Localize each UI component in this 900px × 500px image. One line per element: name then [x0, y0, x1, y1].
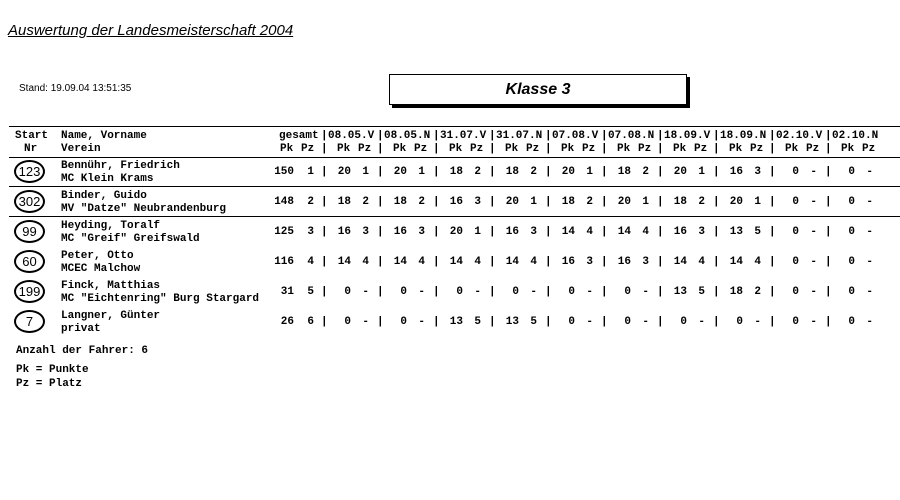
event-header-pk: Pk [841, 143, 855, 155]
event-place: 4 [418, 256, 425, 268]
header-start: Start [15, 130, 49, 142]
column-separator: | [489, 226, 496, 238]
column-separator: | [713, 196, 720, 208]
rider-club: MCEC Malchow [61, 263, 141, 275]
column-separator: | [769, 130, 776, 142]
column-separator: | [489, 316, 496, 328]
event-points: 20 [561, 166, 575, 178]
event-place: - [530, 286, 537, 298]
event-points: 14 [449, 256, 463, 268]
column-separator: | [657, 226, 664, 238]
column-separator: | [601, 286, 608, 298]
event-place: 1 [474, 226, 481, 238]
start-number-badge [14, 250, 45, 273]
event-place: 3 [642, 256, 649, 268]
column-separator: | [657, 256, 664, 268]
total-points: 26 [280, 316, 294, 328]
column-separator: | [377, 143, 384, 155]
event-points: 0 [568, 286, 575, 298]
start-number: 199 [18, 284, 41, 299]
event-points: 14 [505, 256, 519, 268]
event-points: 18 [561, 196, 575, 208]
event-header: 02.10.V [776, 130, 823, 142]
header-gesamt: gesamt [279, 130, 319, 142]
event-points: 13 [729, 226, 743, 238]
event-header-pz: Pz [638, 143, 652, 155]
event-points: 0 [848, 256, 855, 268]
column-separator: | [321, 130, 328, 142]
event-header-pk: Pk [505, 143, 519, 155]
column-separator: | [713, 130, 720, 142]
rider-club: MC "Greif" Greifswald [61, 233, 200, 245]
column-separator: | [321, 226, 328, 238]
event-place: 2 [418, 196, 425, 208]
event-header-pz: Pz [470, 143, 484, 155]
column-separator: | [489, 196, 496, 208]
column-separator: | [601, 256, 608, 268]
column-separator: | [601, 143, 608, 155]
event-points: 0 [848, 316, 855, 328]
event-points: 0 [400, 286, 407, 298]
header-gesamt-pk: Pk [280, 143, 294, 155]
event-points: 18 [505, 166, 519, 178]
row-divider [9, 157, 900, 158]
column-separator: | [377, 256, 384, 268]
column-separator: | [713, 256, 720, 268]
column-separator: | [601, 166, 608, 178]
event-place: 2 [362, 196, 369, 208]
column-separator: | [657, 196, 664, 208]
header-verein: Verein [61, 143, 101, 155]
event-place: 2 [642, 166, 649, 178]
event-header: 08.05.N [384, 130, 431, 142]
column-separator: | [489, 143, 496, 155]
column-separator: | [545, 316, 552, 328]
column-separator: | [433, 226, 440, 238]
event-points: 16 [449, 196, 463, 208]
event-header-pz: Pz [806, 143, 820, 155]
rider-club: privat [61, 323, 101, 335]
event-header-pk: Pk [393, 143, 407, 155]
event-points: 18 [673, 196, 687, 208]
rider-club: MV "Datze" Neubrandenburg [61, 203, 227, 215]
header-gesamt-pz: Pz [301, 143, 315, 155]
event-points: 0 [680, 316, 687, 328]
legend-pz: Pz = Platz [16, 378, 83, 390]
event-place: 1 [754, 196, 761, 208]
rider-name: Langner, Günter [61, 310, 161, 322]
start-number: 60 [22, 254, 37, 269]
column-separator: | [433, 143, 440, 155]
column-separator: | [769, 196, 776, 208]
rider-club: MC Klein Krams [61, 173, 154, 185]
column-separator: | [713, 226, 720, 238]
event-points: 13 [449, 316, 463, 328]
column-separator: | [433, 286, 440, 298]
event-points: 0 [848, 226, 855, 238]
column-separator: | [825, 256, 832, 268]
event-place: - [810, 286, 817, 298]
column-separator: | [657, 143, 664, 155]
class-label: Klasse 3 [505, 80, 571, 98]
rider-name: Finck, Matthias [61, 280, 161, 292]
column-separator: | [825, 130, 832, 142]
event-points: 0 [792, 256, 799, 268]
start-number: 123 [18, 164, 41, 179]
event-points: 14 [673, 256, 687, 268]
event-place: 3 [362, 226, 369, 238]
column-separator: | [489, 130, 496, 142]
event-place: - [866, 166, 873, 178]
total-points: 150 [274, 166, 294, 178]
column-separator: | [545, 166, 552, 178]
event-place: 4 [530, 256, 537, 268]
event-place: 3 [586, 256, 593, 268]
column-separator: | [713, 143, 720, 155]
event-header: 07.08.N [608, 130, 655, 142]
event-points: 16 [561, 256, 575, 268]
start-number-badge [14, 190, 45, 213]
event-points: 16 [337, 226, 351, 238]
event-points: 14 [729, 256, 743, 268]
event-points: 0 [848, 196, 855, 208]
event-points: 18 [617, 166, 631, 178]
event-place: 2 [530, 166, 537, 178]
column-separator: | [769, 286, 776, 298]
total-place: 1 [307, 166, 314, 178]
event-place: - [866, 256, 873, 268]
event-points: 0 [792, 286, 799, 298]
event-place: - [810, 166, 817, 178]
event-place: 3 [754, 166, 761, 178]
event-points: 14 [393, 256, 407, 268]
total-points: 116 [274, 256, 294, 268]
column-separator: | [713, 286, 720, 298]
event-header-pk: Pk [449, 143, 463, 155]
column-separator: | [657, 130, 664, 142]
event-points: 16 [673, 226, 687, 238]
total-place: 3 [307, 226, 314, 238]
event-place: - [810, 226, 817, 238]
column-separator: | [489, 166, 496, 178]
event-points: 0 [624, 316, 631, 328]
event-points: 0 [736, 316, 743, 328]
event-points: 16 [505, 226, 519, 238]
column-separator: | [545, 143, 552, 155]
event-place: - [810, 256, 817, 268]
rider-name: Bennühr, Friedrich [61, 160, 180, 172]
event-place: - [866, 286, 873, 298]
event-place: 2 [754, 286, 761, 298]
event-points: 20 [393, 166, 407, 178]
event-points: 0 [568, 316, 575, 328]
event-place: - [866, 316, 873, 328]
column-separator: | [321, 316, 328, 328]
event-points: 13 [505, 316, 519, 328]
column-separator: | [601, 316, 608, 328]
event-points: 13 [673, 286, 687, 298]
event-place: - [642, 286, 649, 298]
column-separator: | [433, 166, 440, 178]
event-place: 2 [698, 196, 705, 208]
event-header-pz: Pz [694, 143, 708, 155]
column-separator: | [433, 316, 440, 328]
rider-name: Binder, Guido [61, 190, 147, 202]
event-place: 3 [698, 226, 705, 238]
event-place: 5 [530, 316, 537, 328]
event-header-pz: Pz [862, 143, 876, 155]
event-place: 3 [474, 196, 481, 208]
column-separator: | [825, 226, 832, 238]
rider-name: Peter, Otto [61, 250, 134, 262]
event-header: 18.09.N [720, 130, 767, 142]
event-points: 14 [561, 226, 575, 238]
column-separator: | [321, 143, 328, 155]
column-separator: | [825, 316, 832, 328]
column-separator: | [433, 130, 440, 142]
event-place: 3 [530, 226, 537, 238]
event-place: 2 [474, 166, 481, 178]
column-separator: | [377, 196, 384, 208]
event-header-pk: Pk [337, 143, 351, 155]
column-separator: | [601, 226, 608, 238]
event-points: 0 [792, 316, 799, 328]
event-place: 4 [754, 256, 761, 268]
column-separator: | [377, 166, 384, 178]
event-header-pk: Pk [617, 143, 631, 155]
column-separator: | [601, 130, 608, 142]
column-separator: | [489, 256, 496, 268]
start-number: 7 [25, 314, 34, 329]
event-header: 18.09.V [664, 130, 711, 142]
column-separator: | [545, 226, 552, 238]
event-points: 20 [617, 196, 631, 208]
row-divider [9, 186, 900, 187]
page-title: Auswertung der Landesmeisterschaft 2004 [8, 22, 294, 39]
column-separator: | [545, 286, 552, 298]
event-header-pk: Pk [673, 143, 687, 155]
header-nr: Nr [24, 143, 38, 155]
event-place: - [810, 196, 817, 208]
event-place: - [362, 286, 369, 298]
column-separator: | [657, 166, 664, 178]
event-place: 4 [698, 256, 705, 268]
column-separator: | [489, 286, 496, 298]
event-place: 3 [418, 226, 425, 238]
event-points: 20 [337, 166, 351, 178]
event-points: 16 [617, 256, 631, 268]
event-points: 0 [400, 316, 407, 328]
column-separator: | [433, 196, 440, 208]
event-points: 0 [792, 196, 799, 208]
column-separator: | [825, 286, 832, 298]
column-separator: | [769, 256, 776, 268]
total-place: 6 [307, 316, 314, 328]
legend-pk: Pk = Punkte [16, 364, 89, 376]
event-header-pz: Pz [358, 143, 372, 155]
column-separator: | [321, 196, 328, 208]
column-separator: | [769, 166, 776, 178]
rider-count: Anzahl der Fahrer: 6 [16, 345, 149, 357]
start-number-badge [14, 280, 45, 303]
class-box [389, 74, 687, 105]
event-place: - [810, 316, 817, 328]
event-place: - [586, 286, 593, 298]
event-header: 31.07.N [496, 130, 543, 142]
column-separator: | [825, 196, 832, 208]
event-place: - [362, 316, 369, 328]
total-points: 31 [280, 286, 294, 298]
column-separator: | [377, 226, 384, 238]
row-divider [9, 216, 900, 217]
event-place: 1 [586, 166, 593, 178]
event-place: 5 [474, 316, 481, 328]
column-separator: | [433, 256, 440, 268]
event-place: 2 [586, 196, 593, 208]
event-place: 4 [474, 256, 481, 268]
event-place: 5 [698, 286, 705, 298]
column-separator: | [769, 226, 776, 238]
column-separator: | [377, 130, 384, 142]
column-separator: | [321, 166, 328, 178]
event-points: 14 [337, 256, 351, 268]
event-points: 18 [449, 166, 463, 178]
start-number-badge [14, 310, 45, 333]
header-name: Name, Vorname [61, 130, 147, 142]
timestamp: Stand: 19.09.04 13:51:35 [19, 83, 132, 94]
start-number: 99 [22, 224, 37, 239]
event-points: 0 [512, 286, 519, 298]
total-place: 4 [307, 256, 314, 268]
event-place: 1 [530, 196, 537, 208]
event-header: 08.05.V [328, 130, 375, 142]
event-points: 20 [673, 166, 687, 178]
event-points: 0 [848, 286, 855, 298]
event-header-pz: Pz [750, 143, 764, 155]
event-points: 20 [729, 196, 743, 208]
event-place: 1 [418, 166, 425, 178]
start-number-badge [14, 220, 45, 243]
event-header-pz: Pz [526, 143, 540, 155]
event-points: 18 [393, 196, 407, 208]
event-place: - [418, 286, 425, 298]
event-points: 0 [848, 166, 855, 178]
event-points: 20 [505, 196, 519, 208]
column-separator: | [377, 316, 384, 328]
column-separator: | [321, 256, 328, 268]
header-top-rule [9, 126, 900, 127]
event-place: 1 [698, 166, 705, 178]
event-place: 4 [586, 226, 593, 238]
event-place: - [866, 196, 873, 208]
event-header: 31.07.V [440, 130, 487, 142]
total-place: 5 [307, 286, 314, 298]
event-points: 0 [792, 226, 799, 238]
event-header-pk: Pk [561, 143, 575, 155]
event-points: 18 [729, 286, 743, 298]
event-points: 0 [344, 316, 351, 328]
column-separator: | [769, 316, 776, 328]
event-place: 1 [642, 196, 649, 208]
column-separator: | [601, 196, 608, 208]
event-place: - [474, 286, 481, 298]
event-points: 0 [456, 286, 463, 298]
column-separator: | [545, 130, 552, 142]
column-separator: | [545, 256, 552, 268]
column-separator: | [657, 286, 664, 298]
event-place: 1 [362, 166, 369, 178]
event-header-pk: Pk [729, 143, 743, 155]
column-separator: | [713, 166, 720, 178]
column-separator: | [545, 196, 552, 208]
column-separator: | [321, 286, 328, 298]
event-place: 5 [754, 226, 761, 238]
event-place: - [586, 316, 593, 328]
event-points: 14 [617, 226, 631, 238]
event-header: 07.08.V [552, 130, 599, 142]
event-place: - [866, 226, 873, 238]
event-place: 4 [362, 256, 369, 268]
event-place: - [754, 316, 761, 328]
event-header-pk: Pk [785, 143, 799, 155]
event-place: - [698, 316, 705, 328]
rider-club: MC "Eichtenring" Burg Stargard [61, 293, 260, 305]
column-separator: | [377, 286, 384, 298]
column-separator: | [769, 143, 776, 155]
column-separator: | [825, 143, 832, 155]
event-header-pz: Pz [414, 143, 428, 155]
event-points: 0 [792, 166, 799, 178]
event-header: 02.10.N [832, 130, 879, 142]
column-separator: | [657, 316, 664, 328]
event-points: 0 [624, 286, 631, 298]
event-header-pz: Pz [582, 143, 596, 155]
event-points: 16 [393, 226, 407, 238]
event-place: - [642, 316, 649, 328]
event-points: 16 [729, 166, 743, 178]
event-points: 0 [344, 286, 351, 298]
event-points: 18 [337, 196, 351, 208]
event-place: 4 [642, 226, 649, 238]
total-points: 125 [274, 226, 294, 238]
start-number-badge [14, 160, 45, 183]
rider-name: Heyding, Toralf [61, 220, 161, 232]
total-place: 2 [307, 196, 314, 208]
start-number: 302 [18, 194, 41, 209]
total-points: 148 [274, 196, 294, 208]
event-place: - [418, 316, 425, 328]
event-points: 20 [449, 226, 463, 238]
column-separator: | [713, 316, 720, 328]
column-separator: | [825, 166, 832, 178]
